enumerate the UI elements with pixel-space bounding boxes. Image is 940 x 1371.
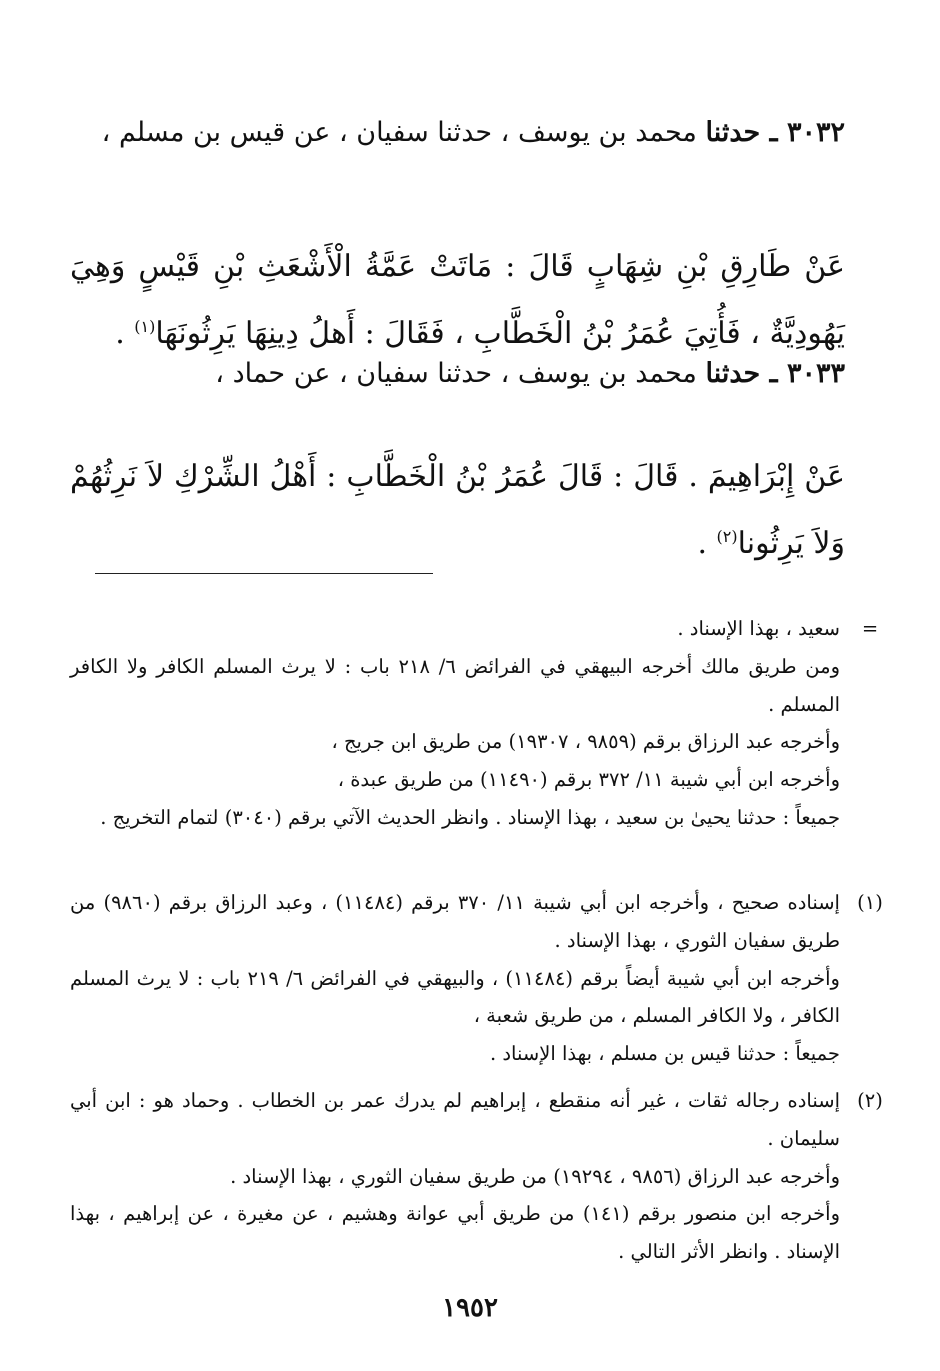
footnote-line: وأخرجه عبد الرزاق (٩٨٥٦ ، ١٩٢٩٤) من طريق سفيان الثوري ، بهذا الإسناد . bbox=[230, 1164, 840, 1188]
hadith-number: ٣٠٣٣ bbox=[786, 358, 845, 389]
footnote-line: جميعاً : حدثنا يحيىٰ بن سعيد ، بهذا الإسناد . وانظر الحديث الآتي برقم (٣٠٤٠) لتمام التخريج . bbox=[100, 805, 840, 829]
isnad-text: محمد بن يوسف ، حدثنا سفيان ، عن حماد ، bbox=[215, 358, 697, 389]
matn-text: عَنْ إِبْرَاهِيمَ . قَالَ : قَالَ عُمَرُ بْنُ الْخَطَّابِ : أَهْلُ الشِّرْكِ لاَ نَرِثُهُمْ وَلاَ يَرِثُونا bbox=[70, 459, 845, 561]
footnote-ref: (٢) bbox=[716, 527, 738, 546]
footnote-2 bbox=[70, 1082, 840, 1271]
footnote-1-marker: (١) bbox=[857, 891, 883, 914]
footnote-line: جميعاً : حدثنا قيس بن مسلم ، بهذا الإسناد . bbox=[489, 1042, 840, 1066]
isnad-lead-word: حدثنا bbox=[705, 117, 761, 148]
hadith-3033-isnad: ٣٠٣٣ ـ حدثنا محمد بن يوسف ، حدثنا سفيان ، عن حماد ، bbox=[215, 358, 845, 389]
isnad-lead-word: حدثنا bbox=[705, 358, 761, 389]
footnote-line: ومن طريق مالك أخرجه البيهقي في الفرائض ٦/ ٢١٨ باب : لا يرث المسلم الكافر ولا الكافر المسلم . bbox=[70, 654, 840, 716]
footnote-line: إسناده رجاله ثقات ، غير أنه منقطع ، إبراهيم لم يدرك عمر بن الخطاب . وحماد هو : ابن أبي سليمان . bbox=[70, 1089, 840, 1150]
hadith-number: ٣٠٣٢ bbox=[786, 117, 845, 148]
isnad-text: محمد بن يوسف ، حدثنا سفيان ، عن قيس بن مسلم ، bbox=[101, 117, 697, 148]
footnote-ref: (١) bbox=[134, 317, 156, 336]
footnote-line: وأخرجه ابن منصور برقم (١٤١) من طريق أبي عوانة وهشيم ، عن مغيرة ، عن إبراهيم ، بهذا الإسناد . وانظر الأثر التالي . bbox=[70, 1202, 840, 1264]
footnote-line: إسناده صحيح ، وأخرجه ابن أبي شيبة ١١/ ٣٧٠ برقم (١١٤٨٤) ، وعبد الرزاق برقم (٩٨٦٠) من طريق سفيان الثوري ، بهذا الإسناد . bbox=[70, 891, 840, 952]
footnote-line: وأخرجه عبد الرزاق برقم (٩٨٥٩ ، ١٩٣٠٧) من طريق ابن جريج ، bbox=[331, 730, 840, 754]
hadith-3032-matn: عَنْ طَارِقِ بْنِ شِهَابٍ قَالَ : مَاتَتْ عَمَّةُ الْأَشْعَثِ بْنِ قَيْسٍ وَهِيَ يَهُودِيَّةٌ ، فَأُتِيَ عُمَرُ بْنُ الْخَطَّابِ ، فَقَالَ : أَهلُ دِينِهَا يَرِثُونَهَا$^{(١)}$ . bbox=[70, 249, 845, 351]
footnote-line: سعيد ، بهذا الإسناد . bbox=[677, 617, 840, 640]
footnote-separator bbox=[95, 573, 433, 574]
continuation-marker: = bbox=[861, 617, 879, 640]
footnote-1 bbox=[70, 884, 840, 1073]
footnote-2-marker: (٢) bbox=[857, 1089, 883, 1112]
matn-text: عَنْ طَارِقِ بْنِ شِهَابٍ قَالَ : مَاتَتْ عَمَّةُ الْأَشْعَثِ بْنِ قَيْسٍ وَهِيَ يَهُودِيَّةٌ ، فَأُتِيَ عُمَرُ بْنُ الْخَطَّابِ ، فَقَالَ : أَهلُ دِينِهَا يَرِثُونَهَا bbox=[70, 249, 845, 351]
footnote-continuation bbox=[70, 610, 840, 837]
footnote-line: وأخرجه ابن أبي شيبة ١١/ ٣٧٢ برقم (١١٤٩٠) من طريق عبدة ، bbox=[337, 768, 840, 792]
page-number: ١٩٥٢ bbox=[442, 1293, 498, 1323]
hadith-3032-isnad: ٣٠٣٢ ـ حدثنا محمد بن يوسف ، حدثنا سفيان ، عن قيس بن مسلم ، bbox=[101, 117, 845, 148]
footnote-line: وأخرجه ابن أبي شيبة أيضاً برقم (١١٤٨٤) ، والبيهقي في الفرائض ٦/ ٢١٩ باب : لا يرث المسلم الكافر ، ولا الكافر المسلم ، من طريق شعبة ، bbox=[70, 966, 840, 1028]
hadith-3033-matn: عَنْ إِبْرَاهِيمَ . قَالَ : قَالَ عُمَرُ بْنُ الْخَطَّابِ : أَهْلُ الشِّرْكِ لاَ نَرِثُهُمْ وَلاَ يَرِثُونا$^{(٢)}$ . bbox=[70, 459, 845, 561]
